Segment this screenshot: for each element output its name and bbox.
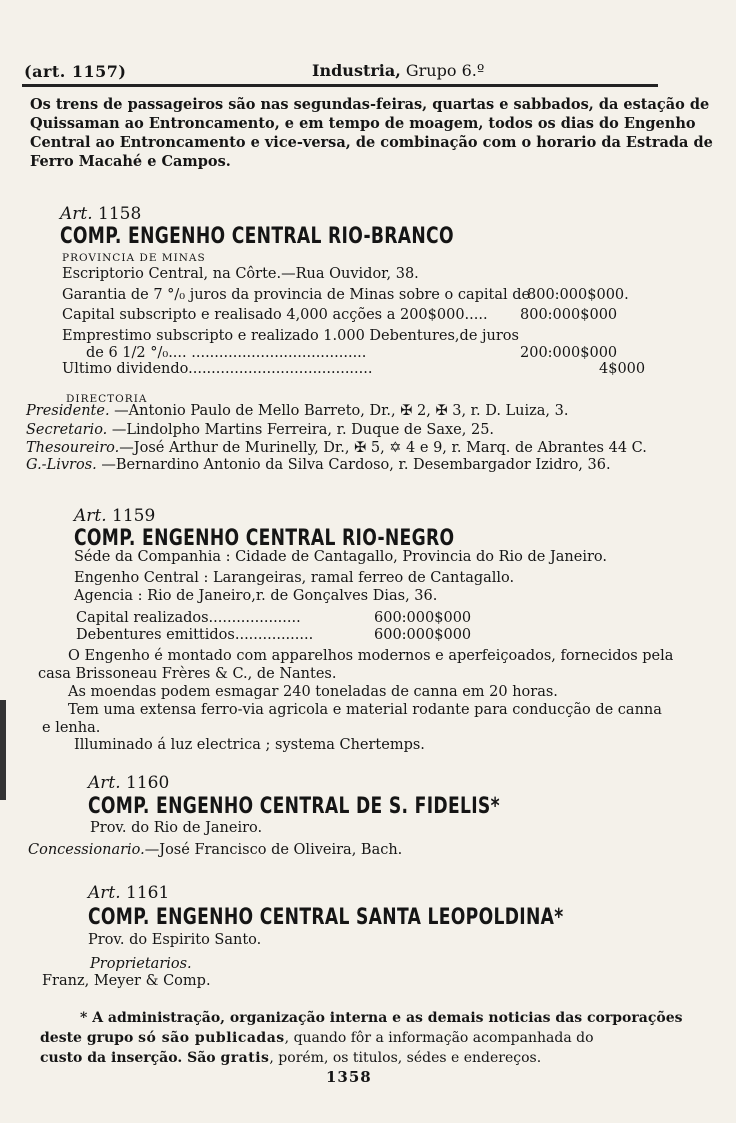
directory-entry [26, 422, 494, 438]
article-1161-province: Prov. do Espirito Santo. [88, 932, 262, 948]
article-1160-role: Concessionario. [28, 842, 145, 858]
directory-text: —Antonio Paulo de Mello Barreto, Dr., ✠ 2, ✠ 3, r. D. Luiza, 3. [109, 403, 569, 419]
footnote-line: custo da inserção. São gratis, porém, os titulos, sédes e endereços. [40, 1050, 542, 1066]
intro-line: Quissaman ao Entroncamento, e em tempo de moagem, todos os dias do Engenho [30, 115, 696, 132]
directory-entry [26, 403, 569, 419]
article-1161-title: COMP. ENGENHO CENTRAL SANTA LEOPOLDINA* [88, 905, 564, 930]
page-number: 1358 [326, 1068, 372, 1086]
finance-row [62, 328, 662, 344]
article-1161-number: Art. 1161 [88, 883, 170, 903]
article-1160-holder: —José Francisco de Oliveira, Bach. [144, 842, 403, 858]
header-section [312, 61, 484, 80]
intro-paragraph [30, 95, 713, 171]
intro-line: Central ao Entroncamento e vice-versa, de combinação com o horario da Estrada de [30, 134, 713, 151]
article-1161-owners: Franz, Meyer & Comp. [42, 973, 211, 989]
directory-text: —Lindolpho Martins Ferreira, r. Duque de Saxe, 25. [107, 422, 495, 438]
article-1158-province: PROVINCIA DE MINAS [62, 252, 206, 264]
article-1159-number: Art. 1159 [74, 506, 156, 526]
finance-value: 800:000$000. [527, 287, 629, 303]
article-1158-number: Art. 1158 [60, 204, 142, 224]
finance-row [62, 307, 662, 323]
header-article-ref: (art. 1157) [24, 62, 127, 81]
article-1159-body-line: O Engenho é montado com apparelhos modernos e aperfeiçoados, fornecidos pela [68, 648, 674, 664]
directory-role: Secretario. [26, 422, 108, 438]
footnote-line: deste grupo só são publicadas, quando fôr a informação acompanhada do [40, 1030, 594, 1046]
directory-role: G.-Livros. [26, 457, 97, 473]
directory-entry [26, 457, 611, 473]
article-1160-province: Prov. do Rio de Janeiro. [90, 820, 263, 836]
header-section-rest: Grupo 6.º [400, 61, 485, 80]
running-header [22, 58, 658, 87]
article-1159-line: Agencia : Rio de Janeiro,r. de Gonçalves Dias, 36. [74, 588, 438, 604]
directory-role: Thesoureiro. [26, 440, 120, 456]
directory-role: Presidente. [26, 403, 110, 419]
finance-label: de 6 1/2 °/₀.... ...................................... [86, 345, 367, 361]
intro-line: Ferro Macahé e Campos. [30, 153, 231, 170]
finance-value: 600:000$000 [374, 610, 472, 626]
footnote [40, 1008, 683, 1068]
article-1159-body-line: casa Brissoneau Frères & C., de Nantes. [38, 666, 337, 682]
directory-entry [26, 440, 647, 456]
article-1160-number: Art. 1160 [88, 773, 170, 793]
directory-heading: DIRECTORIA [66, 393, 148, 405]
finance-row [76, 610, 496, 626]
directory-text: —José Arthur de Murinelly, Dr., ✠ 5, ✡ 4 e 9, r. Marq. de Abrantes 44 C. [119, 440, 647, 456]
footnote-line: * A administração, organização interna e as demais noticias das corporações [80, 1010, 683, 1026]
directory-text: —Bernardino Antonio da Silva Cardoso, r. Desembargador Izidro, 36. [96, 457, 611, 473]
article-1158-office: Escriptorio Central, na Côrte.—Rua Ouvidor, 38. [62, 266, 419, 282]
article-1161-role: Proprietarios. [90, 956, 192, 972]
finance-row [86, 345, 662, 361]
article-1160-concession [28, 842, 402, 858]
article-1159-body-line: e lenha. [42, 720, 101, 736]
article-1159-body-line: Illuminado á luz electrica ; systema Chertemps. [74, 737, 425, 753]
article-1160-title: COMP. ENGENHO CENTRAL DE S. FIDELIS* [88, 794, 500, 819]
finance-value: 600:000$000 [374, 627, 472, 643]
finance-row [62, 361, 662, 377]
finance-value: 200:000$000 [520, 345, 618, 361]
article-1159-line: Engenho Central : Larangeiras, ramal ferreo de Cantagallo. [74, 570, 515, 586]
article-1159-body-line: Tem uma extensa ferro-via agricola e material rodante para conducção de canna [68, 702, 662, 718]
header-section-bold: Industria, [312, 61, 401, 80]
article-1159-title: COMP. ENGENHO CENTRAL RIO-NEGRO [74, 526, 455, 551]
finance-label: Capital subscripto e realisado 4,000 acções a 200$000..... [62, 307, 488, 323]
finance-label: Garantia de 7 °/₀ juros da provincia de Minas sobre o capital de [62, 287, 531, 303]
article-1158-title: COMP. ENGENHO CENTRAL RIO-BRANCO [60, 224, 454, 249]
finance-value: 800:000$000 [520, 307, 618, 323]
intro-line: Os trens de passageiros são nas segundas-feiras, quartas e sabbados, da estação de [30, 96, 710, 113]
scan-edge-mark [0, 700, 6, 800]
finance-row [76, 627, 496, 643]
finance-row [62, 287, 662, 303]
finance-label: Ultimo dividendo........................................ [62, 361, 373, 377]
article-1159-body-line: As moendas podem esmagar 240 toneladas de canna em 20 horas. [68, 684, 558, 700]
finance-label: Capital realizados.................... [76, 610, 301, 626]
finance-value: 4$000 [599, 361, 646, 377]
article-1159-line: Séde da Companhia : Cidade de Cantagallo, Provincia do Rio de Janeiro. [74, 549, 608, 565]
finance-label: Debentures emittidos................. [76, 627, 314, 643]
finance-label: Emprestimo subscripto e realizado 1.000 Debentures,de juros [62, 328, 519, 344]
